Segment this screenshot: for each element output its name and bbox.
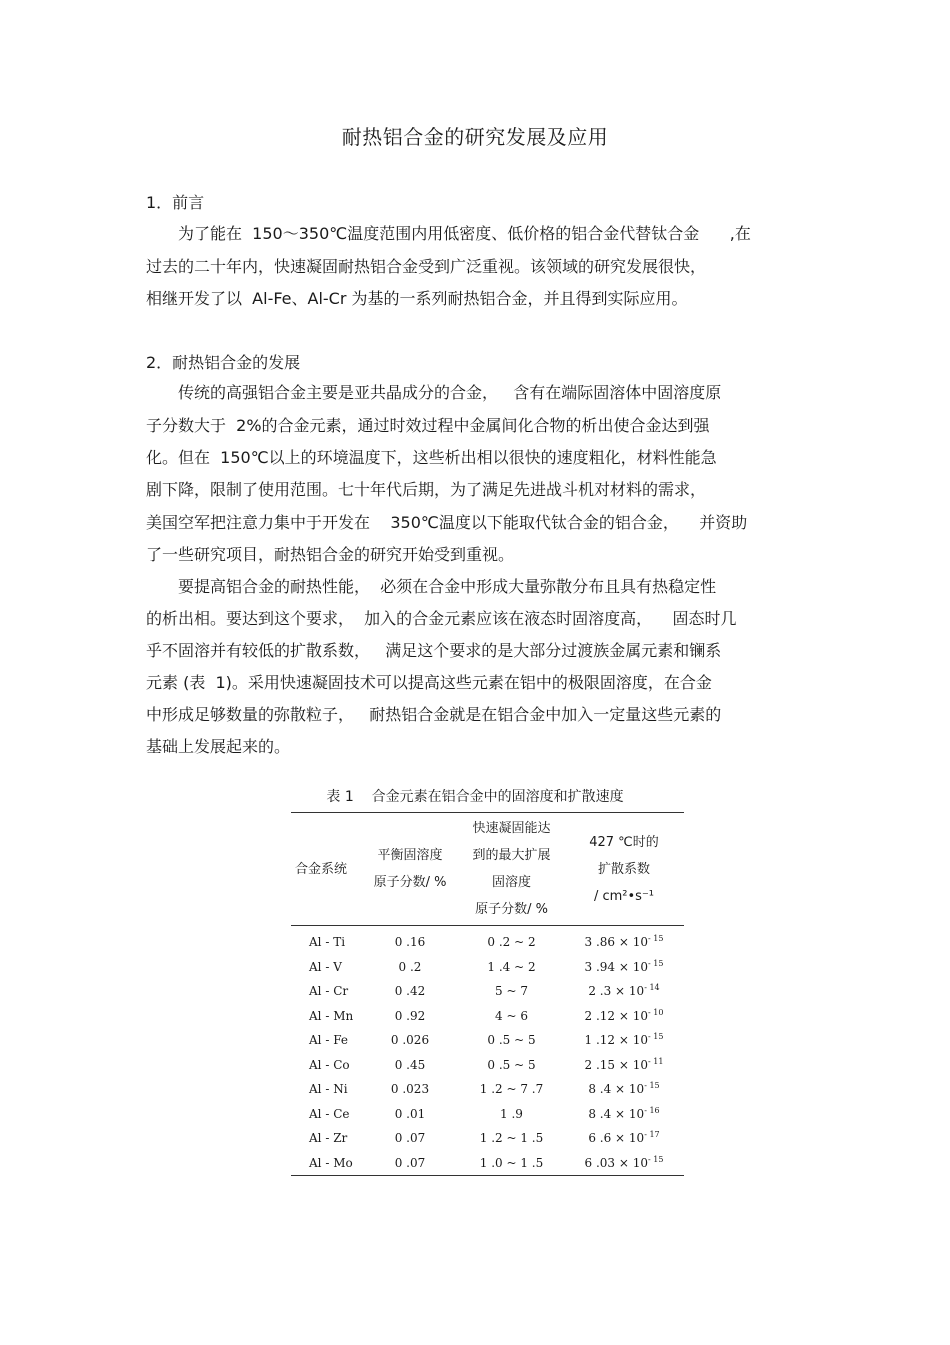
cell-diffusion-coefficient — [564, 1126, 684, 1151]
diffusion-exponent: - 15 — [644, 1081, 660, 1091]
table-caption: 表 1 合金元素在铝合金中的固溶度和扩散速度 — [326, 789, 624, 805]
cell-rapid-solubility: 1 .2 ~ 7 .7 — [479, 1082, 544, 1097]
cell-alloy-system: Al - Fe — [309, 1033, 348, 1048]
cell-rapid-solubility: 4 ~ 6 — [495, 1008, 528, 1023]
header-text: / cm²•s⁻¹ — [593, 888, 655, 904]
solubility-table — [291, 812, 684, 1176]
cell-alloy-system: Al - Ce — [309, 1106, 350, 1121]
cell-rapid-solubility: 1 .4 ~ 2 — [487, 959, 536, 974]
cell-rapid-solubility: 1 .2 ~ 1 .5 — [479, 1131, 544, 1146]
diffusion-exponent: - 15 — [648, 1032, 664, 1042]
cell-diffusion-coefficient — [564, 1077, 684, 1102]
diffusion-mantissa: 3 .94 × 10 — [584, 959, 649, 974]
cell-rapid-solubility: 0 .5 ~ 5 — [487, 1033, 536, 1048]
section-2-heading: 2．耐热铝合金的发展 — [146, 353, 301, 372]
cell-rapid-solubility: 1 .9 — [500, 1106, 523, 1121]
section-1-line: 相继开发了以 Al-Fe、Al-Cr 为基的一系列耐热铝合金，并且得到实际应用。 — [146, 289, 688, 308]
diffusion-mantissa: 3 .86 × 10 — [584, 935, 649, 950]
section-1-heading: 1．前言 — [146, 193, 205, 212]
header-text: 快速凝固能达 — [472, 821, 551, 836]
table-row — [291, 1004, 684, 1029]
table-row — [291, 1077, 684, 1102]
section-2-line: 美国空军把注意力集中于开发在 350℃温度以下能取代钛合金的铝合金， 并资助 — [146, 513, 748, 532]
cell-alloy-system: Al - Zr — [309, 1131, 348, 1146]
diffusion-mantissa: 2 .3 × 10 — [588, 984, 645, 999]
section-2-line: 要提高铝合金的耐热性能， 必须在合金中形成大量弥散分布且具有热稳定性 — [146, 577, 717, 596]
diffusion-exponent: - 15 — [648, 958, 664, 968]
section-2-line: 传统的高强铝合金主要是亚共晶成分的合金， 含有在端际固溶体中固溶度原 — [146, 383, 722, 402]
header-alloy-system — [291, 813, 361, 926]
diffusion-exponent: - 17 — [644, 1130, 660, 1140]
section-2-line: 基础上发展起来的。 — [146, 737, 291, 756]
section-1-line: 为了能在 150～350℃温度范围内用低密度、低价格的铝合金代替钛合金 ,在 — [146, 224, 751, 243]
cell-rapid-solubility: 0 .5 ~ 5 — [487, 1057, 536, 1072]
section-2-line: 中形成足够数量的弥散粒子， 耐热铝合金就是在铝合金中加入一定量这些元素的 — [146, 705, 722, 724]
cell-diffusion-coefficient — [564, 1004, 684, 1029]
table-row — [291, 979, 684, 1004]
header-text: 427 ℃时的 — [589, 834, 659, 850]
diffusion-mantissa: 2 .12 × 10 — [584, 1008, 649, 1023]
diffusion-exponent: - 10 — [648, 1007, 664, 1017]
cell-equilibrium-solubility: 0 .42 — [394, 984, 426, 999]
section-2-line: 元素 (表 1)。采用快速凝固技术可以提高这些元素在铝中的极限固溶度，在合金 — [146, 673, 712, 692]
header-rapid-solubility — [459, 813, 564, 926]
cell-diffusion-coefficient — [564, 1053, 684, 1078]
diffusion-mantissa: 8 .4 × 10 — [588, 1106, 645, 1121]
cell-alloy-system: Al - V — [309, 959, 342, 974]
cell-equilibrium-solubility: 0 .07 — [394, 1131, 426, 1146]
cell-alloy-system: Al - Mn — [309, 1008, 354, 1023]
table-row — [291, 1151, 684, 1176]
cell-alloy-system: Al - Mo — [309, 1155, 353, 1170]
cell-rapid-solubility: 0 .2 ~ 2 — [487, 935, 536, 950]
section-2-line: 了一些研究项目，耐热铝合金的研究开始受到重视。 — [146, 545, 515, 564]
diffusion-mantissa: 1 .12 × 10 — [584, 1033, 649, 1048]
section-2-line: 乎不固溶并有较低的扩散系数， 满足这个要求的是大部分过渡族金属元素和镧系 — [146, 641, 722, 660]
table-row — [291, 1053, 684, 1078]
cell-diffusion-coefficient — [564, 1102, 684, 1127]
cell-diffusion-coefficient — [564, 926, 684, 955]
section-2-line: 子分数大于 2%的合金元素，通过时效过程中金属间化合物的析出使合金达到强 — [146, 416, 710, 435]
table-header-row — [291, 813, 684, 926]
diffusion-exponent: - 11 — [648, 1056, 664, 1066]
table-row — [291, 926, 684, 955]
header-text: 到的最大扩展 — [472, 848, 551, 863]
section-2-line: 化。但在 150℃以上的环境温度下，这些析出相以很快的速度粗化，材料性能急 — [146, 448, 717, 467]
table-row — [291, 1028, 684, 1053]
diffusion-mantissa: 8 .4 × 10 — [588, 1082, 645, 1097]
section-2-line: 剧下降，限制了使用范围。七十年代后期，为了满足先进战斗机对材料的需求， — [146, 480, 707, 499]
header-diffusion-coefficient — [564, 813, 684, 926]
document-title: 耐热铝合金的研究发展及应用 — [341, 125, 609, 149]
header-text: 扩散系数 — [597, 861, 650, 877]
header-text: 原子分数/ % — [373, 875, 447, 890]
cell-alloy-system: Al - Ni — [309, 1082, 348, 1097]
diffusion-mantissa: 6 .6 × 10 — [588, 1131, 645, 1146]
diffusion-exponent: - 14 — [644, 983, 660, 993]
section-1-line: 过去的二十年内，快速凝固耐热铝合金受到广泛重视。该领域的研究发展很快， — [146, 257, 707, 276]
diffusion-exponent: - 15 — [648, 934, 664, 944]
cell-equilibrium-solubility: 0 .07 — [394, 1155, 426, 1170]
cell-equilibrium-solubility: 0 .16 — [394, 935, 426, 950]
cell-diffusion-coefficient — [564, 1028, 684, 1053]
cell-equilibrium-solubility: 0 .2 — [398, 959, 422, 974]
table-row — [291, 1102, 684, 1127]
diffusion-exponent: - 15 — [648, 1154, 664, 1164]
header-text: 固溶度 — [491, 875, 531, 890]
section-2-line: 的析出相。要达到这个要求， 加入的合金元素应该在液态时固溶度高， 固态时几 — [146, 609, 737, 628]
header-text: 原子分数/ % — [475, 902, 548, 917]
cell-diffusion-coefficient — [564, 1151, 684, 1176]
cell-diffusion-coefficient — [564, 979, 684, 1004]
cell-equilibrium-solubility: 0 .92 — [394, 1008, 426, 1023]
diffusion-exponent: - 16 — [644, 1105, 660, 1115]
cell-alloy-system: Al - Cr — [309, 984, 349, 999]
header-equilibrium-solubility — [361, 813, 459, 926]
cell-alloy-system: Al - Co — [309, 1057, 350, 1072]
header-text: 平衡固溶度 — [377, 848, 443, 863]
cell-equilibrium-solubility: 0 .026 — [390, 1033, 430, 1048]
cell-equilibrium-solubility: 0 .01 — [394, 1106, 426, 1121]
cell-rapid-solubility: 1 .0 ~ 1 .5 — [479, 1155, 544, 1170]
cell-diffusion-coefficient — [564, 955, 684, 980]
diffusion-mantissa: 6 .03 × 10 — [584, 1155, 649, 1170]
table-row — [291, 955, 684, 980]
cell-equilibrium-solubility: 0 .45 — [394, 1057, 426, 1072]
header-text: 合金系统 — [295, 861, 348, 877]
cell-alloy-system: Al - Ti — [309, 935, 346, 950]
diffusion-mantissa: 2 .15 × 10 — [584, 1057, 649, 1072]
cell-rapid-solubility: 5 ~ 7 — [495, 984, 528, 999]
cell-equilibrium-solubility: 0 .023 — [390, 1082, 430, 1097]
table-row — [291, 1126, 684, 1151]
